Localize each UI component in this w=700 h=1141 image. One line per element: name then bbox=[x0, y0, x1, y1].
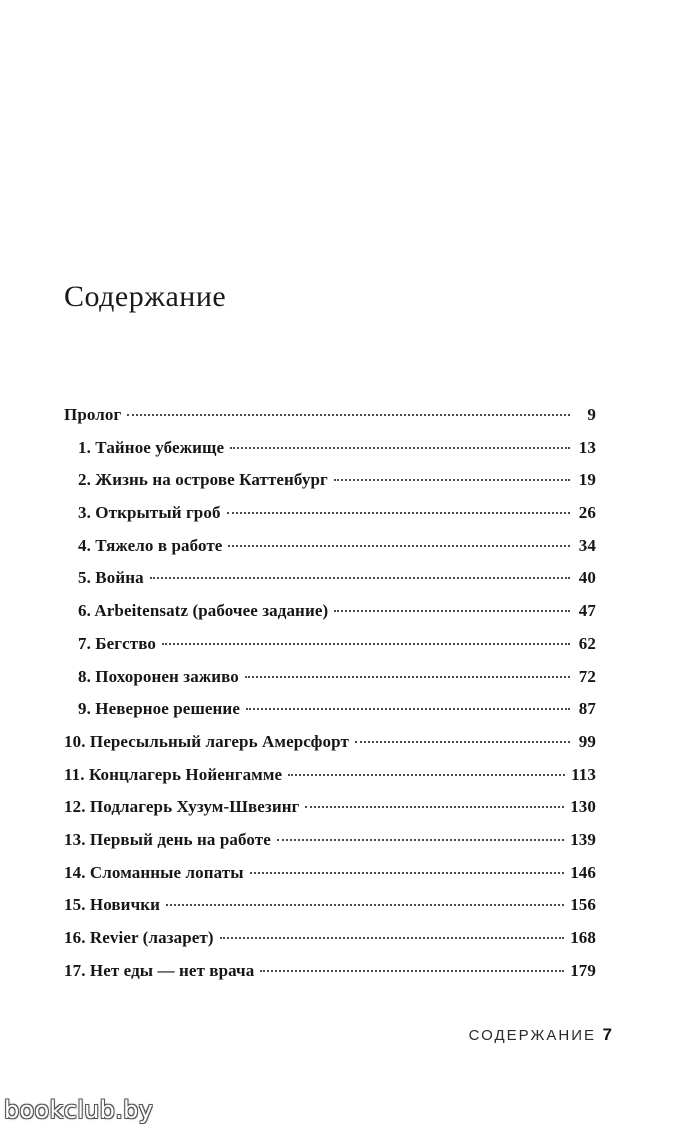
toc-entry bbox=[64, 503, 596, 536]
toc-entry bbox=[64, 536, 596, 569]
toc-entry-page: 40 bbox=[578, 568, 596, 588]
dot-leader bbox=[150, 577, 570, 579]
dot-leader bbox=[127, 414, 570, 416]
dot-leader bbox=[227, 512, 570, 514]
toc-entry bbox=[64, 961, 596, 994]
toc-entry bbox=[64, 470, 596, 503]
toc-entry-page: 47 bbox=[578, 601, 596, 621]
toc-entry bbox=[64, 634, 596, 667]
toc-entry bbox=[64, 438, 596, 471]
toc-entry-page: 62 bbox=[578, 633, 596, 653]
toc-entry-title: 9. Неверное решение bbox=[78, 699, 240, 719]
dot-leader bbox=[260, 970, 564, 972]
dot-leader bbox=[230, 447, 570, 449]
table-of-contents bbox=[64, 405, 596, 993]
toc-entry-title: 17. Нет еды — нет врача bbox=[64, 960, 255, 980]
toc-entry-page: 9 bbox=[587, 405, 596, 424]
toc-entry-title: 3. Открытый гроб bbox=[78, 503, 221, 523]
toc-entry-page: 179 bbox=[570, 960, 596, 980]
toc-entry bbox=[64, 863, 596, 896]
toc-entry-title: Пролог bbox=[64, 405, 122, 424]
toc-entry-title: 4. Тяжело в работе bbox=[78, 535, 223, 555]
toc-entry-page: 26 bbox=[578, 503, 596, 523]
dot-leader bbox=[305, 806, 564, 808]
dot-leader bbox=[162, 643, 570, 645]
dot-leader bbox=[277, 839, 564, 841]
toc-entry bbox=[64, 667, 596, 700]
dot-leader bbox=[228, 545, 570, 547]
toc-entry-page: 72 bbox=[578, 666, 596, 686]
toc-entry-page: 156 bbox=[570, 895, 596, 915]
toc-entry-title: 10. Пересыльный лагерь Амерсфорт bbox=[64, 731, 349, 751]
toc-entry-title: 6. Arbeitensatz (рабочее задание) bbox=[78, 601, 329, 621]
dot-leader bbox=[334, 479, 570, 481]
toc-entry-title: 1. Тайное убежище bbox=[78, 437, 225, 457]
toc-entry-page: 130 bbox=[570, 797, 596, 817]
toc-entry-title: 5. Война bbox=[78, 568, 144, 588]
toc-entry-page: 139 bbox=[570, 829, 596, 849]
toc-entry bbox=[64, 568, 596, 601]
toc-entry bbox=[64, 699, 596, 732]
toc-entry-title: 8. Похоронен заживо bbox=[78, 666, 239, 686]
toc-entry-title: 15. Новички bbox=[64, 895, 161, 915]
toc-entry-page: 87 bbox=[578, 699, 596, 719]
toc-entry bbox=[64, 601, 596, 634]
toc-entry-title: 12. Подлагерь Хузум-Швезинг bbox=[64, 797, 300, 817]
dot-leader bbox=[245, 676, 570, 678]
running-footer-label: СОДЕРЖАНИЕ bbox=[468, 1027, 596, 1044]
toc-entry-page: 19 bbox=[578, 470, 596, 490]
toc-entry-page: 168 bbox=[570, 928, 596, 947]
toc-entry bbox=[64, 928, 596, 961]
dot-leader bbox=[166, 904, 564, 906]
watermark: bookclub.by bbox=[4, 1096, 154, 1124]
toc-entry bbox=[64, 895, 596, 928]
page-number: 7 bbox=[602, 1025, 612, 1044]
toc-entry-page: 13 bbox=[578, 437, 596, 457]
toc-entry-title: 2. Жизнь на острове Каттенбург bbox=[78, 470, 328, 490]
page-title: Содержание bbox=[64, 280, 227, 313]
toc-entry-page: 99 bbox=[578, 731, 596, 751]
toc-entry-prologue bbox=[64, 405, 596, 438]
dot-leader bbox=[250, 872, 565, 874]
dot-leader bbox=[220, 937, 565, 939]
toc-entry-page: 113 bbox=[571, 764, 596, 784]
dot-leader bbox=[334, 610, 570, 612]
toc-entry bbox=[64, 830, 596, 863]
toc-entry-page: 146 bbox=[570, 862, 596, 882]
toc-entry-title: 16. Revier (лазарет) bbox=[64, 928, 214, 947]
toc-entry-title: 11. Концлагерь Нойенгамме bbox=[64, 764, 283, 784]
dot-leader bbox=[246, 708, 570, 710]
toc-entry bbox=[64, 797, 596, 830]
dot-leader bbox=[355, 741, 570, 743]
toc-entry-page: 34 bbox=[578, 535, 596, 555]
dot-leader bbox=[288, 774, 565, 776]
toc-entry bbox=[64, 732, 596, 765]
toc-entry-title: 13. Первый день на работе bbox=[64, 829, 271, 849]
toc-entry bbox=[64, 765, 596, 798]
toc-entry-title: 7. Бегство bbox=[78, 633, 156, 653]
toc-entry-title: 14. Сломанные лопаты bbox=[64, 862, 244, 882]
